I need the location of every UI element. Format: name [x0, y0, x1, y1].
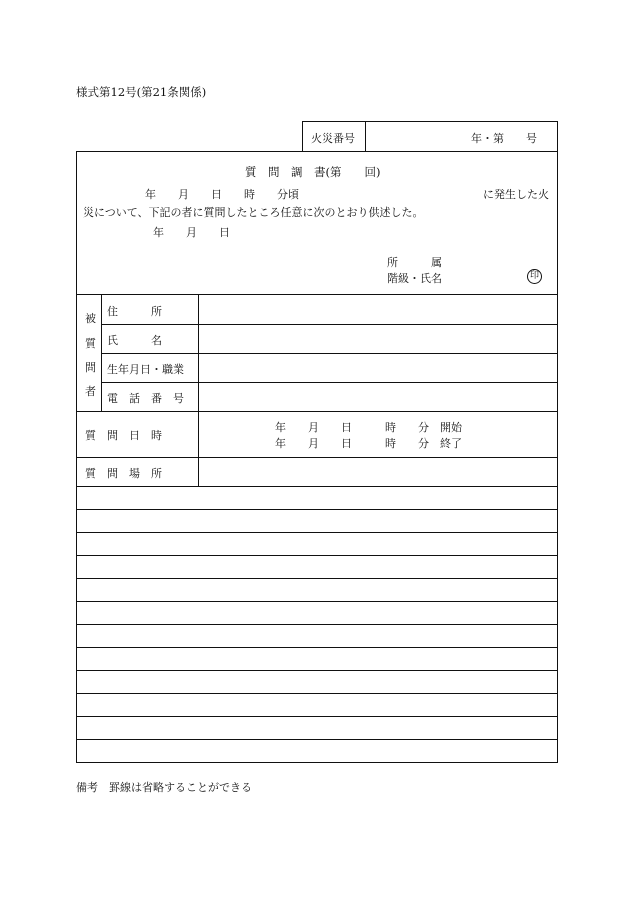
fire-number-value: 年・第 号: [471, 132, 537, 145]
rule: [198, 294, 199, 486]
main-form-frame: [76, 151, 558, 763]
rule: [101, 382, 557, 383]
seal-icon: 印: [527, 269, 542, 284]
writing-line: [77, 716, 557, 717]
field-name-label: 氏 名: [107, 334, 162, 347]
interviewer-rank-name: 階級・氏名: [387, 272, 442, 285]
footer-note: 備考 罫線は省略することができる: [76, 781, 252, 794]
rule: [101, 324, 557, 325]
person-label-2: 質: [85, 337, 96, 350]
statement-date: 年 月 日: [153, 226, 230, 239]
writing-line: [77, 601, 557, 602]
rule: [101, 294, 102, 411]
interview-end: 年 月 日 時 分 終了: [275, 437, 462, 450]
interview-place-label: 質 問 場 所: [85, 467, 162, 480]
writing-line: [77, 670, 557, 671]
writing-line: [77, 578, 557, 579]
rule: [101, 353, 557, 354]
rule: [77, 411, 557, 412]
writing-line: [77, 693, 557, 694]
writing-line: [77, 532, 557, 533]
person-label-1: 被: [85, 312, 96, 325]
form-id: 様式第12号(第21条関係): [76, 85, 207, 99]
rule: [77, 486, 557, 487]
field-phone-label: 電 話 番 号: [107, 392, 184, 405]
rule: [77, 457, 557, 458]
statement-line: 災について、下記の者に質問したところ任意に次のとおり供述した。: [83, 206, 424, 219]
writing-line: [77, 509, 557, 510]
person-label-3: 問: [85, 361, 96, 374]
form-title: 質 問 調 書(第 回): [245, 165, 381, 179]
writing-line: [77, 555, 557, 556]
interview-start: 年 月 日 時 分 開始: [275, 421, 462, 434]
interviewer-affiliation: 所 属: [387, 256, 442, 269]
interview-time-label: 質 問 日 時: [85, 429, 162, 442]
person-label-4: 者: [85, 385, 96, 398]
writing-line: [77, 624, 557, 625]
field-address-label: 住 所: [107, 305, 162, 318]
rule: [77, 294, 557, 295]
fire-number-box: [302, 121, 558, 152]
incident-occurred: に発生した火: [483, 188, 549, 201]
writing-line: [77, 739, 557, 740]
incident-datetime: 年 月 日 時 分頃: [145, 188, 299, 201]
writing-line: [77, 647, 557, 648]
fire-number-label: 火災番号: [311, 132, 355, 145]
divider: [365, 122, 366, 152]
field-birth-occupation-label: 生年月日・職業: [107, 363, 184, 376]
